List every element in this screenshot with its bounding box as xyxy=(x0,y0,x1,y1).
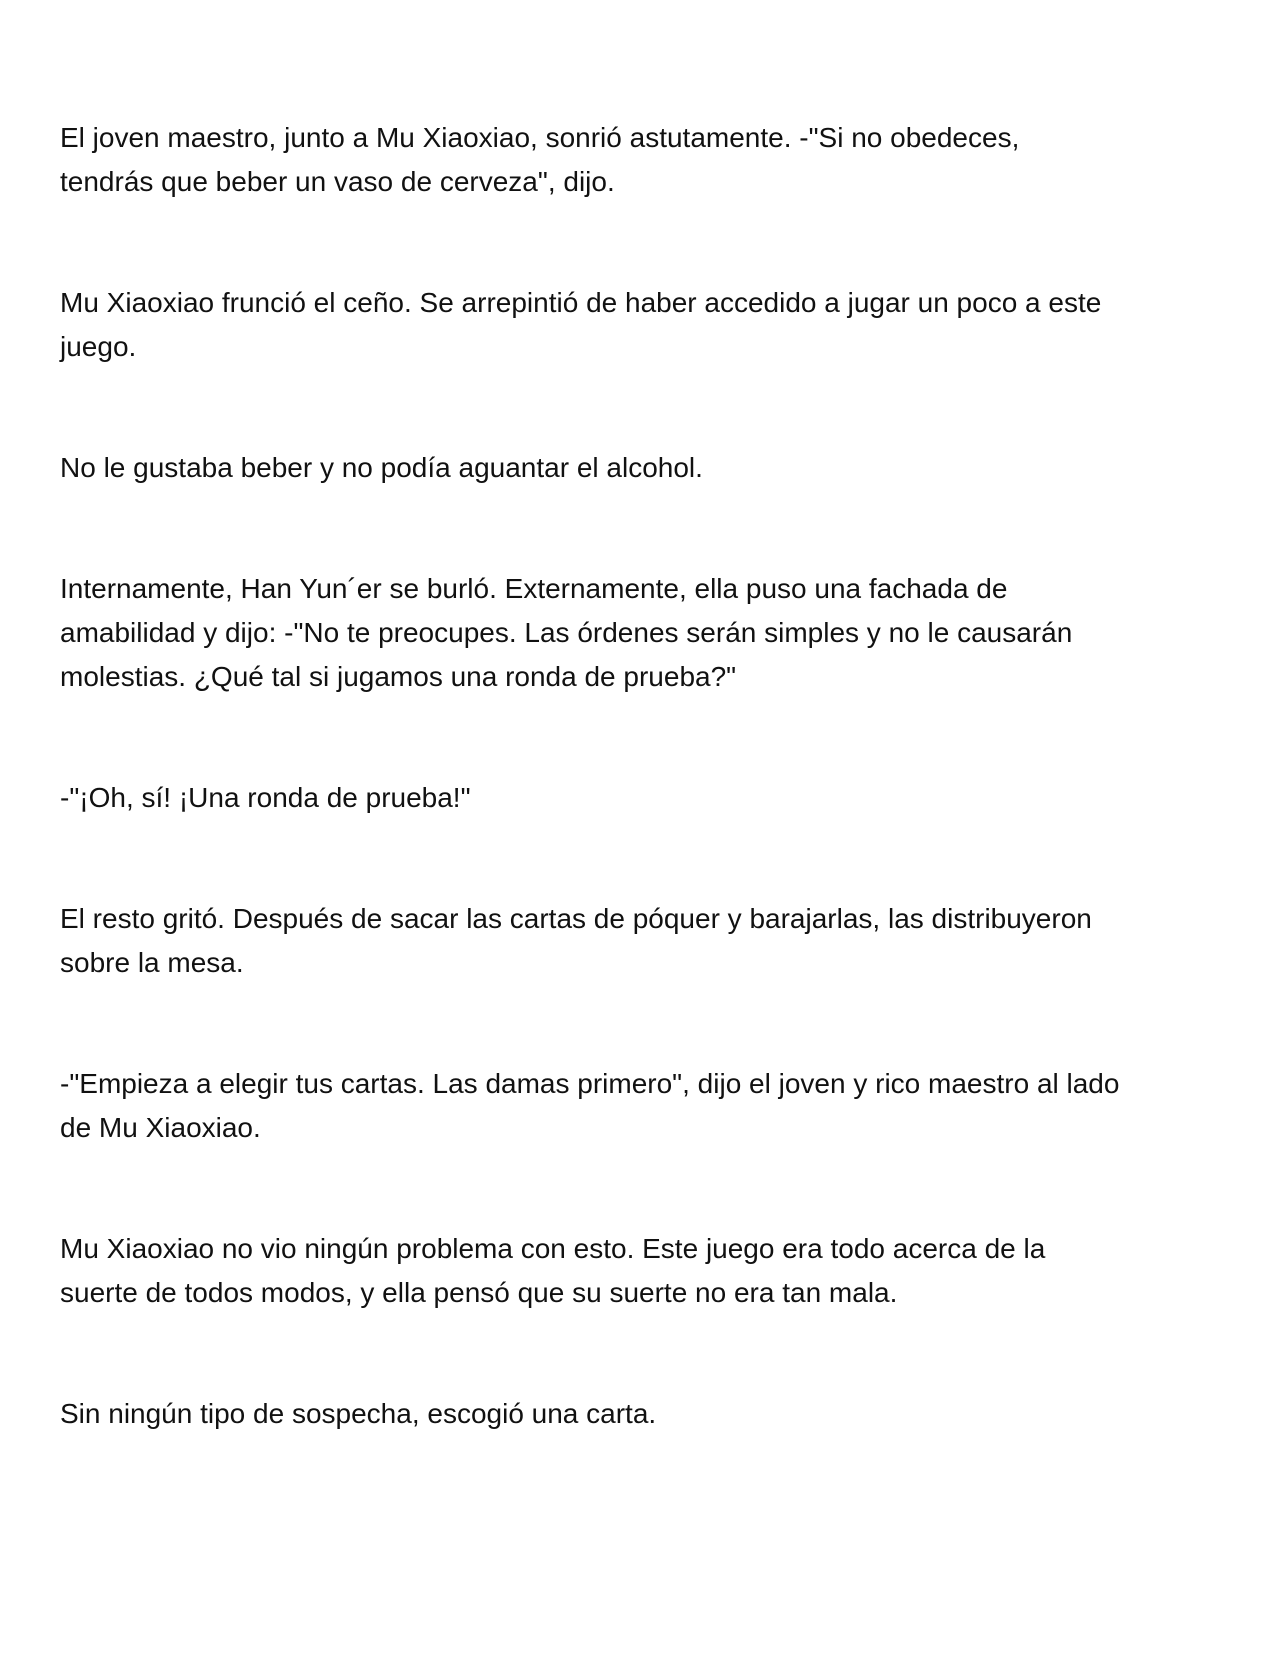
paragraph-1: El joven maestro, junto a Mu Xiaoxiao, sonrió astutamente. -"Si no obedeces, tendrás que beber un vaso de cerveza", dijo. xyxy=(60,122,1020,197)
paragraph-6: El resto gritó. Después de sacar las cartas de póquer y barajarlas, las distribuyeron sobre la mesa. xyxy=(60,903,1092,978)
paragraph-8: Mu Xiaoxiao no vio ningún problema con esto. Este juego era todo acerca de la suerte de todos modos, y ella pensó que su suerte no era tan mala. xyxy=(60,1233,1046,1308)
paragraph-9: Sin ningún tipo de sospecha, escogió una carta. xyxy=(60,1398,657,1429)
paragraph-7: -"Empieza a elegir tus cartas. Las damas primero", dijo el joven y rico maestro al lado de Mu Xiaoxiao. xyxy=(60,1068,1120,1143)
paragraph-3: No le gustaba beber y no podía aguantar el alcohol. xyxy=(60,452,703,483)
paragraph-2: Mu Xiaoxiao frunció el ceño. Se arrepintió de haber accedido a jugar un poco a este juego. xyxy=(60,287,1102,362)
paragraph-4: Internamente, Han Yun´er se burló. Externamente, ella puso una fachada de amabilidad y dijo: -"No te preocupes. Las órdenes serán simples y no le causarán molestias. ¿Qué tal si jugamos una ronda de prueba?" xyxy=(60,573,1073,692)
paragraph-5: -"¡Oh, sí! ¡Una ronda de prueba!" xyxy=(60,782,471,813)
document-page xyxy=(60,116,1230,1436)
